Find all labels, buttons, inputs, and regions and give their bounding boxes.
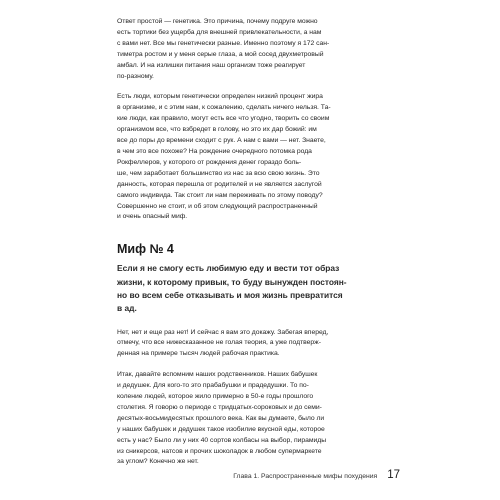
text-line: и дедушек. Для кого-то это прабабушки и прадедушки. То по- [117, 382, 309, 390]
section-heading: Миф № 4 [117, 242, 174, 257]
text-line: но во всем себе отказывать и моя жизнь превратится [117, 289, 343, 300]
text-line: самого индивида. Так стоит ли нам переживать по этому поводу? [117, 191, 323, 199]
text-line: Нет, нет и еще раз нет! И сейчас я вам это докажу. Забегая вперед, [117, 328, 329, 336]
myth-statement [117, 262, 391, 315]
text-line: столетия. Я говорю о периоде с тридцатых-сороковых и до семи- [117, 403, 322, 411]
text-line: тиметра ростом и у меня серые глаза, а мой сосед двухметровый [117, 50, 324, 58]
text-line: амбал. И на излишки питания наш организм тоже реагирует [117, 61, 306, 69]
text-line: за углом? Конечно же нет. [117, 458, 199, 466]
text-line: ше, чем заработает большинство из нас за всю свою жизнь. Это [117, 169, 320, 177]
text-line: есть тортики без ущерба для внешней привлекательности, а нам [117, 28, 322, 36]
text-line: Совершенно не стоит, и об этом следующий распространенный [117, 202, 318, 210]
text-line: из сникерсов, натсов и прочих шоколадок в любом супермаркете [117, 447, 322, 455]
text-line: Ответ простой — генетика. Это причина, почему подруге можно [117, 18, 318, 25]
text-line: отмечу, что все нижесказанное не голая теория, а уже подтверж- [117, 339, 321, 347]
text-line: и очень опасный миф. [117, 213, 188, 221]
text-line: данность, которая перешла от родителей и не является заслугой [117, 180, 322, 188]
text-line: в ад. [117, 303, 137, 314]
text-line: Есть люди, которым генетически определен низкий процент жира [117, 93, 323, 101]
paragraph-refutation [117, 328, 391, 361]
text-line: денная на примере тысяч людей рабочая практика. [117, 350, 280, 358]
text-line: жизни, к которому привык, то буду вынужден постоян- [117, 276, 347, 287]
text-line: Рокфеллеров, у которого от рождения денег гораздо боль- [117, 158, 302, 166]
text-line: у наших бабушек и дедушек такое изобилие вкусной еды, которое [117, 425, 325, 433]
text-line: в чем это все похоже? На рождение очередного потомка рода [117, 147, 312, 155]
text-line: в организме, и с этим нам, к сожалению, сделать ничего нельзя. Та- [117, 104, 331, 112]
page-number: 17 [387, 469, 400, 481]
page-footer [233, 469, 400, 481]
text-line: по-разному. [117, 72, 154, 80]
text-line: все до поры до времени сходит с рук. А нам с вами — нет. Знаете, [117, 137, 326, 145]
text-line: Если я не смогу есть любимую еду и вести тот образ [117, 263, 340, 274]
text-line: с вами нет. Все мы генетически разные. Именно поэтому я 172 сан- [117, 39, 330, 47]
text-line: есть у нас? Было ли у них 40 сортов колбасы на выбор, пирамиды [117, 436, 327, 444]
text-line: десятых-восьмидесятых прошлого века. Как вы думаете, было ли [117, 414, 325, 422]
paragraph-genetics-answer [117, 17, 391, 82]
running-footer-chapter: Глава 1. Распространенные мифы похудения [233, 473, 378, 480]
page-content [117, 17, 391, 468]
paragraph-low-fat-genetics [117, 92, 391, 223]
paragraph-grandparents [117, 370, 391, 468]
text-line: кие люди, как правило, могут есть все что угодно, творить со своим [117, 115, 330, 123]
text-line: организмом все, что взбредет в голову, но это их дар божий: им [117, 126, 317, 134]
text-line: коление людей, которое жило примерно в 50-е годы прошлого [117, 393, 314, 401]
text-line: Итак, давайте вспомним наших родственников. Наших бабушек [117, 371, 318, 379]
